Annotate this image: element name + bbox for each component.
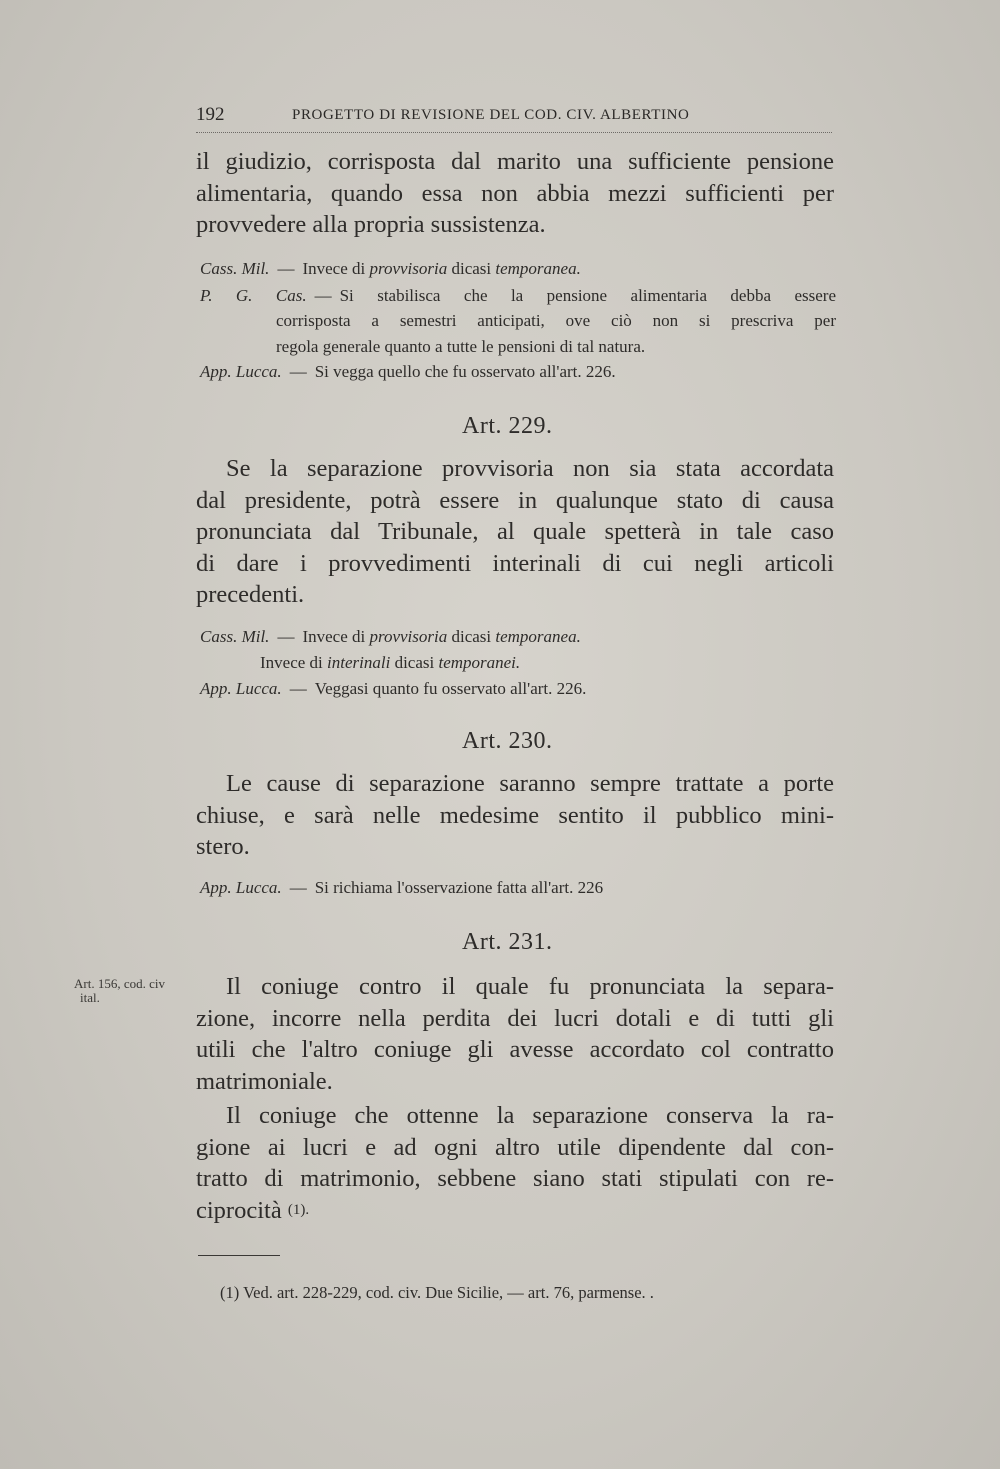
note-text: dicasi: [451, 627, 492, 646]
note-source: Cass. Mil.: [200, 627, 270, 646]
note-pg-cas: [200, 283, 836, 308]
article-231-para2: [196, 1100, 834, 1226]
note-text: Veggasi quanto fu osservato all'art. 226.: [314, 679, 587, 698]
article-line: tratto di matrimonio, sebbene siano stati stipulati con re-: [196, 1165, 834, 1192]
note-cass-mil-229-b: [260, 650, 520, 675]
margin-note: [74, 977, 194, 1005]
note-cass-mil: [200, 256, 581, 281]
article-line: Il coniuge contro il quale fu pronunciata la separa-: [226, 973, 834, 1000]
note-emph: interinali: [327, 653, 391, 672]
note-source: App. Lucca.: [200, 878, 282, 897]
note-app-lucca-229: [200, 676, 586, 701]
article-229-text: [196, 453, 834, 611]
note-cass-mil-229: [200, 624, 581, 649]
note-dash: —: [289, 878, 307, 897]
intro-line: il giudizio, corrisposta dal marito una sufficiente pensione: [196, 148, 834, 175]
note-text: Si stabilisca che la pensione alimentaria debba essere: [339, 286, 836, 305]
note-emph: provvisoria: [369, 627, 448, 646]
page-number: 192: [196, 104, 225, 125]
note-dash: —: [314, 286, 332, 305]
note-app-lucca: [200, 359, 616, 384]
margin-note-line: ital.: [80, 990, 100, 1005]
note-text: Invece di: [260, 653, 323, 672]
article-line-text: ciprocità: [196, 1196, 282, 1224]
footnote: (1) Ved. art. 228-229, cod. civ. Due Sicilie, — art. 76, parmense. .: [220, 1283, 654, 1302]
note-text: Si richiama l'osservazione fatta all'art. 226: [314, 878, 604, 897]
note-line: regola generale quanto a tutte le pensioni di tal natura.: [276, 336, 646, 356]
article-line: Il coniuge che ottenne la separazione conserva la ra-: [226, 1102, 834, 1129]
margin-note-line: Art. 156, cod. civ: [74, 976, 165, 991]
article-heading-229: Art. 229.: [462, 413, 553, 439]
note-line: corrisposta a semestri anticipati, ove ciò non si prescriva per: [276, 311, 836, 330]
article-line: matrimoniale.: [196, 1067, 333, 1095]
article-line: gione ai lucri e ad ogni altro utile dipendente dal con-: [196, 1133, 834, 1161]
article-231-para1: [196, 971, 834, 1097]
note-text: dicasi: [451, 259, 492, 278]
note-dash: —: [277, 259, 295, 278]
footnote-divider: [198, 1255, 280, 1256]
article-line: [196, 1195, 834, 1227]
note-text: Invece di: [302, 259, 366, 278]
article-230-text: [196, 768, 834, 863]
intro-paragraph: [196, 146, 834, 241]
page-header: [196, 104, 832, 133]
article-line: utili che l'altro coniuge gli avesse accordato col contratto: [196, 1036, 834, 1063]
note-emph: provvisoria: [369, 259, 448, 278]
note-dash: —: [277, 627, 295, 646]
footnote-reference[interactable]: (1).: [287, 1201, 310, 1218]
note-dash: —: [289, 362, 307, 381]
article-line: Se la separazione provvisoria non sia stata accordata: [226, 455, 834, 482]
article-line: Le cause di separazione saranno sempre trattate a porte: [226, 770, 834, 797]
article-line: chiuse, e sarà nelle medesime sentito il pubblico mini-: [196, 801, 834, 829]
article-heading-231: Art. 231.: [462, 929, 553, 955]
note-emph: temporanei.: [438, 653, 521, 672]
article-line: dal presidente, potrà essere in qualunque stato di causa: [196, 486, 834, 514]
note-app-lucca-230: [200, 875, 603, 900]
article-line: zione, incorre nella perdita dei lucri dotali e di tutti gli: [196, 1004, 834, 1032]
intro-line: alimentaria, quando essa non abbia mezzi sufficienti per: [196, 179, 834, 207]
article-line: precedenti.: [196, 581, 305, 608]
note-dash: —: [289, 679, 307, 698]
note-text: dicasi: [394, 653, 435, 672]
note-source: App. Lucca.: [200, 679, 282, 698]
article-line: stero.: [196, 833, 250, 860]
note-source: Cass. Mil.: [200, 259, 270, 278]
article-heading-230: Art. 230.: [462, 728, 553, 754]
note-source: App. Lucca.: [200, 362, 282, 381]
article-line: pronunciata dal Tribunale, al quale spetterà in tale caso: [196, 518, 834, 545]
note-source: P. G. Cas.: [200, 286, 307, 305]
article-line: di dare i provvedimenti interinali di cui negli articoli: [196, 549, 834, 577]
note-pg-cas-continuation: [276, 308, 836, 359]
note-text: Invece di: [302, 627, 366, 646]
note-emph: temporanea.: [495, 259, 581, 278]
note-emph: temporanea.: [495, 627, 581, 646]
intro-line: provvedere alla propria sussistenza.: [196, 211, 546, 238]
running-title: PROGETTO DI REVISIONE DEL COD. CIV. ALBERTINO: [292, 107, 690, 123]
note-text: Si vegga quello che fu osservato all'art. 226.: [314, 362, 616, 381]
